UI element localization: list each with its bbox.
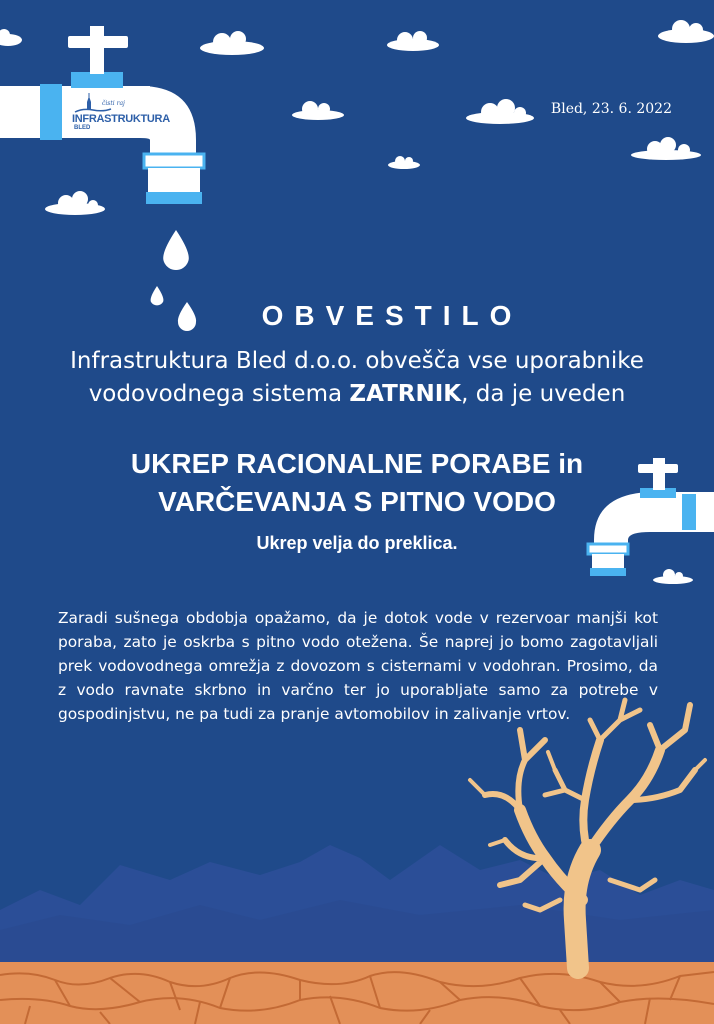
headline-line-2: VARČEVANJA S PITNO VODO [158, 486, 556, 517]
cloud [388, 156, 420, 169]
cloud [466, 99, 534, 124]
system-name: ZATRNIK [349, 381, 462, 407]
subheadline: Ukrep velja do preklica. [256, 533, 458, 553]
body-paragraph: Zaradi sušnega obdobja opažamo, da je dotok vode v rezervoar manjši kot poraba, zato je oskrba s pitno vodo otežena. Še naprej jo bomo zagotavljali prek vodovodnega omrežja z dovozom s cisternami v vodohran. Prosimo, da z vodo ravnate skrbno in varčno ter jo uporabljate samo za potrebe v gospodinjstvu, ne pa tudi za pranje avtomobilov in zalivanje vrtov. [58, 609, 658, 723]
cloud [653, 569, 693, 584]
cloud [631, 137, 701, 160]
date: Bled, 23. 6. 2022 [550, 101, 672, 117]
cloud [45, 191, 105, 215]
logo-name: INFRASTRUKTURA [72, 113, 170, 125]
intro-line-2-end: , da je uveden [461, 381, 626, 407]
page-title: OBVESTILO [261, 300, 523, 331]
cloud [0, 29, 22, 46]
cloud [292, 101, 344, 120]
intro-text [0, 345, 714, 411]
logo-sub: BLED [74, 125, 91, 131]
headline-line-1: UKREP RACIONALNE PORABE in [130, 448, 584, 479]
cloud [200, 31, 264, 55]
dry-ground [0, 962, 714, 1024]
drop [163, 230, 189, 270]
intro-line-2 [0, 378, 714, 411]
headline [0, 445, 714, 521]
cloud [387, 31, 439, 51]
intro-line-2-start: vodovodnega sistema [88, 381, 350, 407]
cloud [658, 20, 714, 43]
intro-line-1: Infrastruktura Bled d.o.o. obvešča vse uporabnike [70, 348, 644, 374]
logo-tagline: čisti raj [102, 100, 125, 107]
